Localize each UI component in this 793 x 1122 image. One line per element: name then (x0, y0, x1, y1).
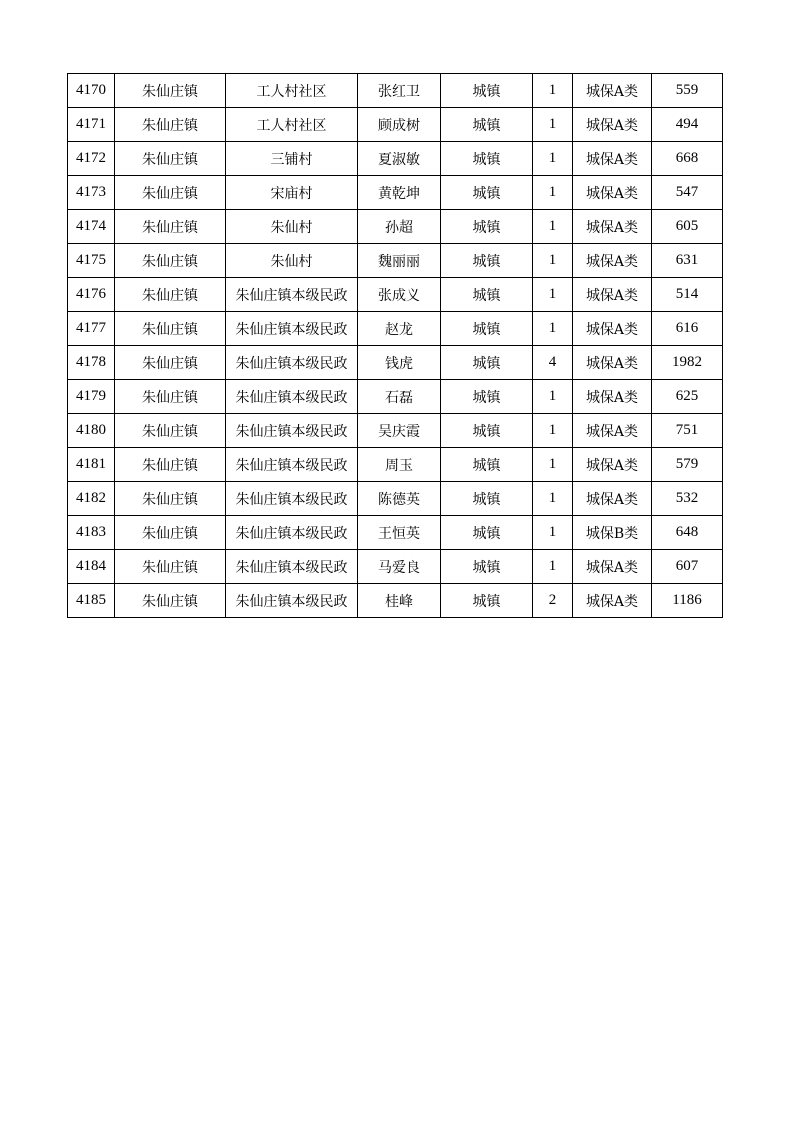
household-count-cell: 1 (533, 142, 573, 176)
serial-number-cell: 4173 (68, 176, 115, 210)
category-cell: 城保A类 (573, 584, 652, 618)
serial-number-cell: 4180 (68, 414, 115, 448)
table-row (68, 210, 723, 244)
table-row (68, 74, 723, 108)
area-type-cell: 城镇 (441, 346, 533, 380)
village-cell: 朱仙庄镇本级民政 (226, 312, 358, 346)
village-cell: 三铺村 (226, 142, 358, 176)
name-cell: 黄乾坤 (358, 176, 441, 210)
serial-number-cell: 4182 (68, 482, 115, 516)
name-cell: 张红卫 (358, 74, 441, 108)
town-cell: 朱仙庄镇 (115, 448, 226, 482)
table-row (68, 482, 723, 516)
household-count-cell: 1 (533, 414, 573, 448)
amount-cell: 625 (652, 380, 723, 414)
name-cell: 石磊 (358, 380, 441, 414)
name-cell: 张成义 (358, 278, 441, 312)
household-count-cell: 1 (533, 380, 573, 414)
household-count-cell: 1 (533, 312, 573, 346)
village-cell: 朱仙村 (226, 244, 358, 278)
serial-number-cell: 4174 (68, 210, 115, 244)
name-cell: 孙超 (358, 210, 441, 244)
area-type-cell: 城镇 (441, 108, 533, 142)
table-row (68, 108, 723, 142)
area-type-cell: 城镇 (441, 584, 533, 618)
serial-number-cell: 4176 (68, 278, 115, 312)
area-type-cell: 城镇 (441, 176, 533, 210)
serial-number-cell: 4178 (68, 346, 115, 380)
town-cell: 朱仙庄镇 (115, 346, 226, 380)
area-type-cell: 城镇 (441, 312, 533, 346)
town-cell: 朱仙庄镇 (115, 176, 226, 210)
category-cell: 城保A类 (573, 448, 652, 482)
town-cell: 朱仙庄镇 (115, 380, 226, 414)
area-type-cell: 城镇 (441, 278, 533, 312)
household-count-cell: 1 (533, 550, 573, 584)
category-cell: 城保A类 (573, 278, 652, 312)
amount-cell: 532 (652, 482, 723, 516)
household-count-cell: 1 (533, 176, 573, 210)
village-cell: 朱仙庄镇本级民政 (226, 550, 358, 584)
category-cell: 城保A类 (573, 108, 652, 142)
table-row (68, 278, 723, 312)
amount-cell: 514 (652, 278, 723, 312)
area-type-cell: 城镇 (441, 414, 533, 448)
name-cell: 王恒英 (358, 516, 441, 550)
category-cell: 城保A类 (573, 176, 652, 210)
village-cell: 朱仙庄镇本级民政 (226, 414, 358, 448)
village-cell: 工人村社区 (226, 74, 358, 108)
amount-cell: 631 (652, 244, 723, 278)
village-cell: 朱仙庄镇本级民政 (226, 448, 358, 482)
category-cell: 城保A类 (573, 550, 652, 584)
table-row (68, 346, 723, 380)
area-type-cell: 城镇 (441, 516, 533, 550)
table-row (68, 448, 723, 482)
amount-cell: 751 (652, 414, 723, 448)
category-cell: 城保A类 (573, 142, 652, 176)
village-cell: 朱仙庄镇本级民政 (226, 278, 358, 312)
town-cell: 朱仙庄镇 (115, 244, 226, 278)
amount-cell: 616 (652, 312, 723, 346)
serial-number-cell: 4181 (68, 448, 115, 482)
table-row (68, 244, 723, 278)
category-cell: 城保A类 (573, 414, 652, 448)
town-cell: 朱仙庄镇 (115, 584, 226, 618)
category-cell: 城保A类 (573, 482, 652, 516)
name-cell: 顾成树 (358, 108, 441, 142)
area-type-cell: 城镇 (441, 210, 533, 244)
town-cell: 朱仙庄镇 (115, 210, 226, 244)
area-type-cell: 城镇 (441, 380, 533, 414)
village-cell: 朱仙庄镇本级民政 (226, 482, 358, 516)
amount-cell: 547 (652, 176, 723, 210)
town-cell: 朱仙庄镇 (115, 516, 226, 550)
amount-cell: 494 (652, 108, 723, 142)
town-cell: 朱仙庄镇 (115, 74, 226, 108)
name-cell: 桂峰 (358, 584, 441, 618)
table-row (68, 312, 723, 346)
records-table (67, 73, 723, 618)
serial-number-cell: 4184 (68, 550, 115, 584)
amount-cell: 579 (652, 448, 723, 482)
serial-number-cell: 4177 (68, 312, 115, 346)
name-cell: 夏淑敏 (358, 142, 441, 176)
amount-cell: 668 (652, 142, 723, 176)
table-row (68, 380, 723, 414)
table-row (68, 584, 723, 618)
serial-number-cell: 4175 (68, 244, 115, 278)
serial-number-cell: 4185 (68, 584, 115, 618)
village-cell: 朱仙庄镇本级民政 (226, 516, 358, 550)
town-cell: 朱仙庄镇 (115, 142, 226, 176)
village-cell: 朱仙庄镇本级民政 (226, 380, 358, 414)
name-cell: 赵龙 (358, 312, 441, 346)
serial-number-cell: 4171 (68, 108, 115, 142)
name-cell: 魏丽丽 (358, 244, 441, 278)
household-count-cell: 1 (533, 516, 573, 550)
town-cell: 朱仙庄镇 (115, 312, 226, 346)
household-count-cell: 2 (533, 584, 573, 618)
category-cell: 城保A类 (573, 312, 652, 346)
name-cell: 吴庆霞 (358, 414, 441, 448)
area-type-cell: 城镇 (441, 74, 533, 108)
area-type-cell: 城镇 (441, 244, 533, 278)
category-cell: 城保A类 (573, 346, 652, 380)
amount-cell: 1186 (652, 584, 723, 618)
household-count-cell: 1 (533, 482, 573, 516)
amount-cell: 605 (652, 210, 723, 244)
category-cell: 城保B类 (573, 516, 652, 550)
amount-cell: 1982 (652, 346, 723, 380)
village-cell: 宋庙村 (226, 176, 358, 210)
serial-number-cell: 4183 (68, 516, 115, 550)
name-cell: 钱虎 (358, 346, 441, 380)
area-type-cell: 城镇 (441, 482, 533, 516)
name-cell: 陈德英 (358, 482, 441, 516)
area-type-cell: 城镇 (441, 142, 533, 176)
table-row (68, 176, 723, 210)
area-type-cell: 城镇 (441, 448, 533, 482)
village-cell: 朱仙庄镇本级民政 (226, 346, 358, 380)
village-cell: 朱仙村 (226, 210, 358, 244)
household-count-cell: 1 (533, 74, 573, 108)
category-cell: 城保A类 (573, 380, 652, 414)
category-cell: 城保A类 (573, 244, 652, 278)
amount-cell: 559 (652, 74, 723, 108)
table-body (68, 74, 723, 618)
household-count-cell: 1 (533, 278, 573, 312)
serial-number-cell: 4170 (68, 74, 115, 108)
table-row (68, 142, 723, 176)
category-cell: 城保A类 (573, 74, 652, 108)
town-cell: 朱仙庄镇 (115, 278, 226, 312)
table-row (68, 414, 723, 448)
area-type-cell: 城镇 (441, 550, 533, 584)
village-cell: 朱仙庄镇本级民政 (226, 584, 358, 618)
table-row (68, 516, 723, 550)
name-cell: 周玉 (358, 448, 441, 482)
amount-cell: 648 (652, 516, 723, 550)
serial-number-cell: 4179 (68, 380, 115, 414)
household-count-cell: 1 (533, 244, 573, 278)
name-cell: 马爱良 (358, 550, 441, 584)
town-cell: 朱仙庄镇 (115, 550, 226, 584)
serial-number-cell: 4172 (68, 142, 115, 176)
category-cell: 城保A类 (573, 210, 652, 244)
amount-cell: 607 (652, 550, 723, 584)
town-cell: 朱仙庄镇 (115, 414, 226, 448)
village-cell: 工人村社区 (226, 108, 358, 142)
household-count-cell: 1 (533, 108, 573, 142)
household-count-cell: 1 (533, 210, 573, 244)
table-row (68, 550, 723, 584)
household-count-cell: 4 (533, 346, 573, 380)
household-count-cell: 1 (533, 448, 573, 482)
town-cell: 朱仙庄镇 (115, 108, 226, 142)
town-cell: 朱仙庄镇 (115, 482, 226, 516)
